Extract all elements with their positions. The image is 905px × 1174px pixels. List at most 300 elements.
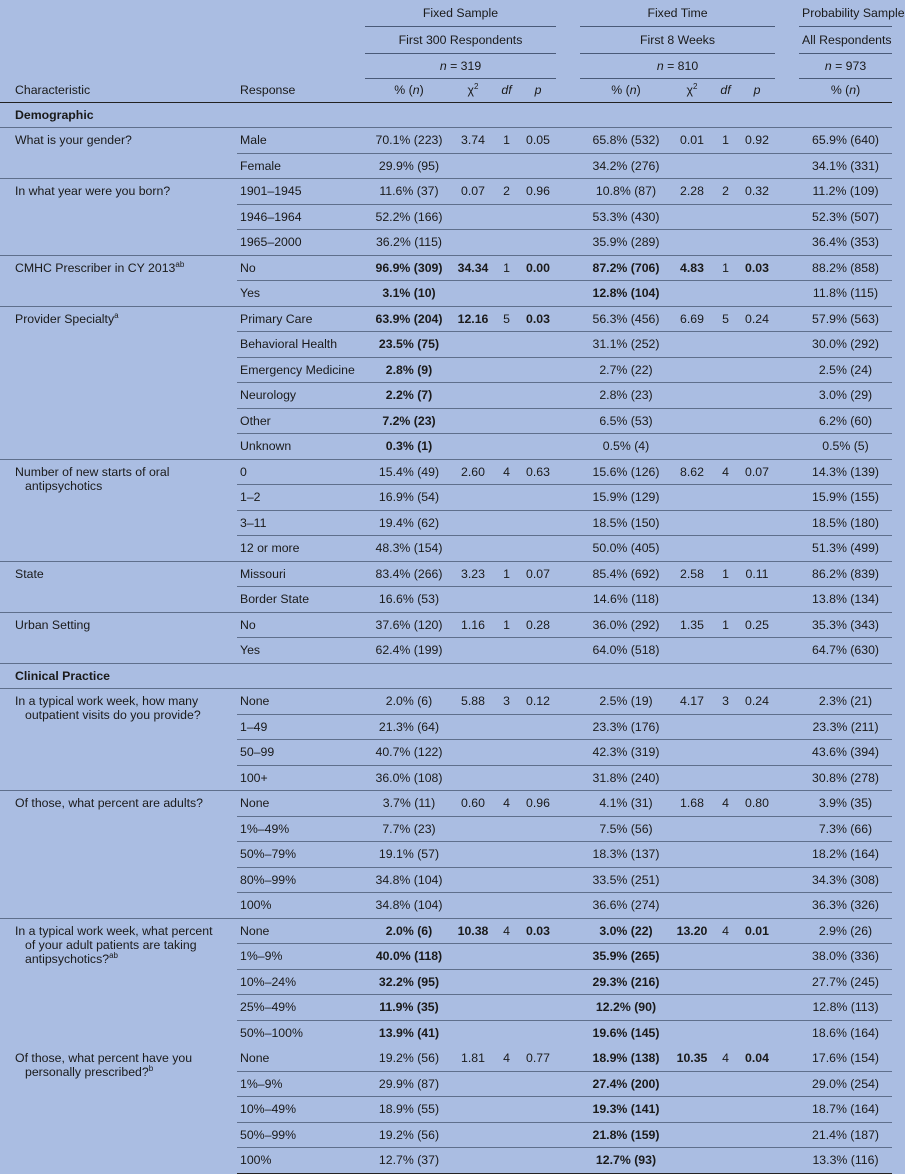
- ft-p: 0.92: [739, 128, 775, 154]
- ft-pct: 0.5% (4): [580, 434, 672, 460]
- fs-df: [493, 357, 520, 383]
- gap: [556, 255, 580, 281]
- ft-pct: 50.0% (405): [580, 536, 672, 562]
- fs-df: [493, 944, 520, 970]
- row-response: 10%–24%: [237, 969, 365, 995]
- ft-df: [712, 714, 739, 740]
- ps-pct: 52.3% (507): [799, 204, 892, 230]
- ft-chi: [672, 408, 712, 434]
- ft-p: [739, 1071, 775, 1097]
- row-characteristic: In a typical work week, what percent of your adult patients are taking antipsychotics?$^{ab}$: [0, 918, 237, 1046]
- fs-chi: 0.60: [453, 791, 493, 817]
- fs-df: 1: [493, 255, 520, 281]
- ft-p: [739, 1020, 775, 1046]
- ps-pct: 57.9% (563): [799, 306, 892, 332]
- fs-p: 0.07: [520, 561, 556, 587]
- fs-pct: 3.7% (11): [365, 791, 453, 817]
- fs-chi: [453, 1071, 493, 1097]
- gap: [556, 1148, 580, 1174]
- row-characteristic: Provider Specialty$^a$: [0, 306, 237, 459]
- ft-pct: 21.8% (159): [580, 1122, 672, 1148]
- ft-chi: [672, 204, 712, 230]
- header-row-n: [0, 53, 892, 78]
- group-n: n = 810: [580, 53, 775, 78]
- fs-df: [493, 816, 520, 842]
- ft-chi: [672, 510, 712, 536]
- fs-df: [493, 842, 520, 868]
- ps-pct: 18.5% (180): [799, 510, 892, 536]
- col-chi: $\chi^2$: [672, 78, 712, 102]
- ps-pct: 18.7% (164): [799, 1097, 892, 1123]
- ft-p: 0.04: [745, 1051, 769, 1065]
- fs-df: [493, 1148, 520, 1174]
- ps-pct: 11.2% (109): [799, 179, 892, 205]
- fs-df: 2: [493, 179, 520, 205]
- fs-p: [520, 510, 556, 536]
- fs-pct: 2.2% (7): [365, 383, 453, 409]
- fs-p: [520, 816, 556, 842]
- fs-p: [520, 714, 556, 740]
- ft-chi: 1.68: [672, 791, 712, 817]
- fs-chi: 10.38: [453, 918, 493, 944]
- ps-pct: 43.6% (394): [799, 740, 892, 766]
- gap: [775, 459, 799, 485]
- row-response: Female: [237, 153, 365, 179]
- fs-chi: 3.74: [453, 128, 493, 154]
- table-row: [0, 179, 892, 205]
- gap: [556, 1071, 580, 1097]
- fs-chi: [453, 740, 493, 766]
- ft-df: 1: [712, 612, 739, 638]
- row-characteristic: Of those, what percent have you personally prescribed?$^b$: [15, 1050, 193, 1079]
- gap: [556, 1097, 580, 1123]
- ft-df: 5: [712, 306, 739, 332]
- fs-df: [493, 1020, 520, 1046]
- ft-p: 0.80: [739, 791, 775, 817]
- ft-chi: [672, 714, 712, 740]
- fs-pct: 48.3% (154): [365, 536, 453, 562]
- col-p: p: [739, 78, 775, 102]
- gap: [775, 587, 799, 613]
- ft-chi: [672, 587, 712, 613]
- header-blank: [237, 26, 365, 53]
- gap: [556, 689, 580, 715]
- row-response: 50–99: [237, 740, 365, 766]
- fs-pct: 19.4% (62): [365, 510, 453, 536]
- gap: [556, 587, 580, 613]
- row-response: 1%–9%: [237, 944, 365, 970]
- ft-chi: [672, 995, 712, 1021]
- fs-df: [493, 1071, 520, 1097]
- fs-pct: 11.6% (37): [365, 179, 453, 205]
- gap: [775, 1071, 799, 1097]
- col-chi: $\chi^2$: [453, 78, 493, 102]
- fs-chi: [453, 357, 493, 383]
- gap: [775, 179, 799, 205]
- fs-p: [520, 1122, 556, 1148]
- fs-p: [520, 434, 556, 460]
- fs-chi: [453, 1122, 493, 1148]
- fs-p: [520, 638, 556, 664]
- fs-df: [493, 1122, 520, 1148]
- header-blank: [237, 53, 365, 78]
- ft-chi: 10.35: [676, 1051, 708, 1065]
- ft-chi: [672, 332, 712, 358]
- ps-pct: 29.0% (254): [799, 1071, 892, 1097]
- ft-p: [739, 357, 775, 383]
- fs-chi: [453, 332, 493, 358]
- gap: [556, 179, 580, 205]
- ft-df: [712, 536, 739, 562]
- fs-p: [520, 153, 556, 179]
- fs-chi: [453, 485, 493, 511]
- ps-pct: 12.8% (113): [799, 995, 892, 1021]
- section-title: Clinical Practice: [0, 663, 892, 689]
- gap: [556, 816, 580, 842]
- col-pct: % (n): [799, 78, 892, 102]
- ft-pct: 56.3% (456): [580, 306, 672, 332]
- fs-p: 0.96: [520, 179, 556, 205]
- ft-pct: 3.0% (22): [580, 918, 672, 944]
- group-title: Fixed Time: [647, 5, 708, 20]
- row-response: 25%–49%: [237, 995, 365, 1021]
- row-response: 1901–1945: [237, 179, 365, 205]
- ft-pct: 42.3% (319): [580, 740, 672, 766]
- gap: [556, 995, 580, 1021]
- row-response: 1–49: [237, 714, 365, 740]
- table-row: [0, 1046, 892, 1072]
- fs-p: [520, 1148, 556, 1174]
- ft-pct: 7.5% (56): [580, 816, 672, 842]
- ft-p: 0.25: [739, 612, 775, 638]
- fs-p: [520, 995, 556, 1021]
- ft-pct: 64.0% (518): [580, 638, 672, 664]
- ft-df: 4: [712, 791, 739, 817]
- row-response: 1965–2000: [237, 230, 365, 256]
- ft-chi: [672, 1071, 712, 1097]
- fs-p: [520, 740, 556, 766]
- fs-p: [520, 1097, 556, 1123]
- gap: [775, 0, 799, 26]
- gap: [775, 485, 799, 511]
- gap: [556, 867, 580, 893]
- fs-pct: 19.2% (56): [378, 1051, 440, 1065]
- fs-pct: 15.4% (49): [365, 459, 453, 485]
- fs-chi: 1.16: [453, 612, 493, 638]
- fs-chi: [453, 230, 493, 256]
- fs-chi: [453, 1097, 493, 1123]
- row-response: None: [237, 689, 365, 715]
- gap: [556, 408, 580, 434]
- ft-df: [712, 434, 739, 460]
- ft-p: [739, 204, 775, 230]
- gap: [775, 53, 799, 78]
- ft-pct: 2.5% (19): [580, 689, 672, 715]
- fs-pct: 62.4% (199): [365, 638, 453, 664]
- row-response: 3–11: [237, 510, 365, 536]
- fs-p: [520, 204, 556, 230]
- row-response: Behavioral Health: [237, 332, 365, 358]
- ft-chi: 6.69: [672, 306, 712, 332]
- section-heading-row: [0, 102, 892, 128]
- ft-df: [712, 153, 739, 179]
- gap: [556, 383, 580, 409]
- gap: [775, 536, 799, 562]
- ps-pct: 27.7% (245): [799, 969, 892, 995]
- col-pct: % (n): [580, 78, 672, 102]
- ft-chi: [672, 230, 712, 256]
- ft-p: 0.01: [739, 918, 775, 944]
- ps-pct: 34.1% (331): [799, 153, 892, 179]
- ft-chi: [672, 893, 712, 919]
- fs-df: 4: [493, 791, 520, 817]
- ft-p: [739, 995, 775, 1021]
- col-pct: % (n): [365, 78, 453, 102]
- ft-df: 3: [712, 689, 739, 715]
- table-row: [0, 561, 892, 587]
- fs-chi: [453, 867, 493, 893]
- ft-df: 4: [712, 918, 739, 944]
- ft-df: [712, 204, 739, 230]
- fs-chi: [453, 510, 493, 536]
- ft-chi: [672, 969, 712, 995]
- row-response: Missouri: [237, 561, 365, 587]
- fs-pct: 16.9% (54): [365, 485, 453, 511]
- ft-p: [739, 740, 775, 766]
- ft-p: [739, 485, 775, 511]
- gap: [775, 842, 799, 868]
- ft-pct: 10.8% (87): [580, 179, 672, 205]
- fs-p: [520, 1020, 556, 1046]
- ft-p: 0.11: [739, 561, 775, 587]
- fs-df: [493, 204, 520, 230]
- ft-pct: 19.3% (141): [580, 1097, 672, 1123]
- fs-chi: [453, 969, 493, 995]
- gap: [775, 638, 799, 664]
- group-n: n = 973: [799, 53, 892, 78]
- row-response: 100%: [237, 893, 365, 919]
- gap: [556, 78, 580, 102]
- row-response: 1%–9%: [237, 1071, 365, 1097]
- ft-p: [739, 816, 775, 842]
- gap: [775, 230, 799, 256]
- ft-chi: [672, 1148, 712, 1174]
- fs-df: [493, 638, 520, 664]
- ps-pct: 0.5% (5): [799, 434, 892, 460]
- row-response: 100%: [237, 1148, 365, 1174]
- fs-p: [520, 969, 556, 995]
- ft-pct: 12.2% (90): [580, 995, 672, 1021]
- ft-chi: [672, 383, 712, 409]
- header-row-columns: [0, 78, 892, 102]
- row-response: Male: [237, 128, 365, 154]
- gap: [775, 26, 799, 53]
- gap: [775, 918, 799, 944]
- fs-df: 4: [493, 918, 520, 944]
- section-title: Demographic: [15, 107, 94, 122]
- col-df: df: [712, 78, 739, 102]
- ft-df: [712, 1097, 739, 1123]
- fs-p: [520, 867, 556, 893]
- ps-pct: 7.3% (66): [799, 816, 892, 842]
- gap: [775, 561, 799, 587]
- ft-pct: 12.8% (104): [580, 281, 672, 307]
- ft-chi: [672, 153, 712, 179]
- fs-pct: 3.1% (10): [365, 281, 453, 307]
- fs-pct: 36.2% (115): [365, 230, 453, 256]
- row-response: 1%–49%: [237, 816, 365, 842]
- section-heading-row: [0, 663, 892, 689]
- col-response: Response: [237, 78, 365, 102]
- fs-chi: [453, 995, 493, 1021]
- ft-pct: 29.3% (216): [580, 969, 672, 995]
- ft-pct: 36.6% (274): [580, 893, 672, 919]
- fs-chi: [453, 714, 493, 740]
- fs-pct: 18.9% (55): [365, 1097, 453, 1123]
- ft-chi: [672, 740, 712, 766]
- ft-p: [739, 714, 775, 740]
- fs-chi: 0.07: [453, 179, 493, 205]
- gap: [775, 765, 799, 791]
- gap: [556, 204, 580, 230]
- ft-df: [712, 408, 739, 434]
- gap: [556, 1046, 580, 1072]
- ft-pct: 14.6% (118): [580, 587, 672, 613]
- fs-chi: [453, 434, 493, 460]
- ft-p: [739, 281, 775, 307]
- fs-df: [493, 867, 520, 893]
- gap: [556, 893, 580, 919]
- row-response: 12 or more: [237, 536, 365, 562]
- row-response: 50%–99%: [237, 1122, 365, 1148]
- group-n: n = 319: [365, 53, 556, 78]
- ft-pct: 65.8% (532): [580, 128, 672, 154]
- row-response: 0: [237, 459, 365, 485]
- row-response: Neurology: [237, 383, 365, 409]
- gap: [556, 53, 580, 78]
- ft-p: [739, 969, 775, 995]
- ft-pct: 34.2% (276): [580, 153, 672, 179]
- fs-p: 0.12: [520, 689, 556, 715]
- ft-df: 4: [712, 459, 739, 485]
- fs-df: 4: [493, 459, 520, 485]
- group-title: Fixed Sample: [422, 5, 499, 20]
- fs-chi: [453, 536, 493, 562]
- ft-p: [739, 536, 775, 562]
- fs-chi: [453, 408, 493, 434]
- row-response: Yes: [237, 638, 365, 664]
- row-response: Border State: [237, 587, 365, 613]
- header-blank: [0, 26, 237, 53]
- row-characteristic: Urban Setting: [0, 612, 237, 663]
- ft-chi: 0.01: [672, 128, 712, 154]
- fs-p: [520, 281, 556, 307]
- row-characteristic: CMHC Prescriber in CY $2013^{ab}$: [0, 255, 237, 306]
- ft-df: [712, 740, 739, 766]
- ft-df: 1: [712, 561, 739, 587]
- ft-p: 0.03: [739, 255, 775, 281]
- fs-chi: [453, 816, 493, 842]
- gap: [775, 969, 799, 995]
- fs-p: [520, 230, 556, 256]
- table-row: [0, 128, 892, 154]
- gap: [775, 332, 799, 358]
- row-response: None: [240, 1051, 270, 1065]
- ft-pct: 19.6% (145): [580, 1020, 672, 1046]
- gap: [775, 408, 799, 434]
- fs-df: [493, 153, 520, 179]
- gap: [775, 255, 799, 281]
- fs-pct: 2.0% (6): [365, 689, 453, 715]
- table-row: [0, 255, 892, 281]
- ft-pct: 15.9% (129): [580, 485, 672, 511]
- fs-pct: 7.7% (23): [365, 816, 453, 842]
- fs-p: [520, 332, 556, 358]
- ft-chi: [672, 485, 712, 511]
- fs-pct: 34.8% (104): [365, 867, 453, 893]
- row-response: No: [237, 255, 365, 281]
- ft-df: [712, 638, 739, 664]
- ft-df: [712, 587, 739, 613]
- gap: [556, 969, 580, 995]
- ps-pct: 23.3% (211): [799, 714, 892, 740]
- row-response: Other: [237, 408, 365, 434]
- fs-pct: 36.0% (108): [365, 765, 453, 791]
- fs-chi: 1.81: [461, 1051, 485, 1065]
- row-response: Emergency Medicine: [237, 357, 365, 383]
- ft-df: [712, 332, 739, 358]
- ft-pct: 4.1% (31): [580, 791, 672, 817]
- ft-df: [712, 1020, 739, 1046]
- ps-pct: 3.9% (35): [799, 791, 892, 817]
- ft-df: 1: [712, 255, 739, 281]
- fs-df: [493, 510, 520, 536]
- fs-df: [493, 587, 520, 613]
- ft-pct: 36.0% (292): [580, 612, 672, 638]
- fs-df: [493, 765, 520, 791]
- ft-df: [712, 842, 739, 868]
- row-response: 10%–49%: [237, 1097, 365, 1123]
- fs-pct: 16.6% (53): [365, 587, 453, 613]
- gap: [556, 612, 580, 638]
- fs-p: [520, 765, 556, 791]
- ft-chi: 2.58: [672, 561, 712, 587]
- ps-pct: 15.9% (155): [799, 485, 892, 511]
- ps-pct: 13.8% (134): [799, 587, 892, 613]
- ps-pct: 6.2% (60): [799, 408, 892, 434]
- ps-pct: 30.0% (292): [799, 332, 892, 358]
- row-response: No: [237, 612, 365, 638]
- fs-p: 0.00: [520, 255, 556, 281]
- fs-pct: 37.6% (120): [365, 612, 453, 638]
- ps-pct: 51.3% (499): [799, 536, 892, 562]
- gap: [775, 1148, 799, 1174]
- ft-p: [739, 1148, 775, 1174]
- ft-chi: [672, 357, 712, 383]
- ft-chi: 4.83: [672, 255, 712, 281]
- ft-chi: [672, 816, 712, 842]
- gap: [556, 357, 580, 383]
- ft-pct: 85.4% (692): [580, 561, 672, 587]
- gap: [775, 944, 799, 970]
- ps-pct: 18.2% (164): [799, 842, 892, 868]
- row-response: 50%–79%: [237, 842, 365, 868]
- gap: [556, 918, 580, 944]
- table-row: [0, 791, 892, 817]
- gap: [556, 306, 580, 332]
- ft-chi: [672, 867, 712, 893]
- fs-p: 0.03: [520, 918, 556, 944]
